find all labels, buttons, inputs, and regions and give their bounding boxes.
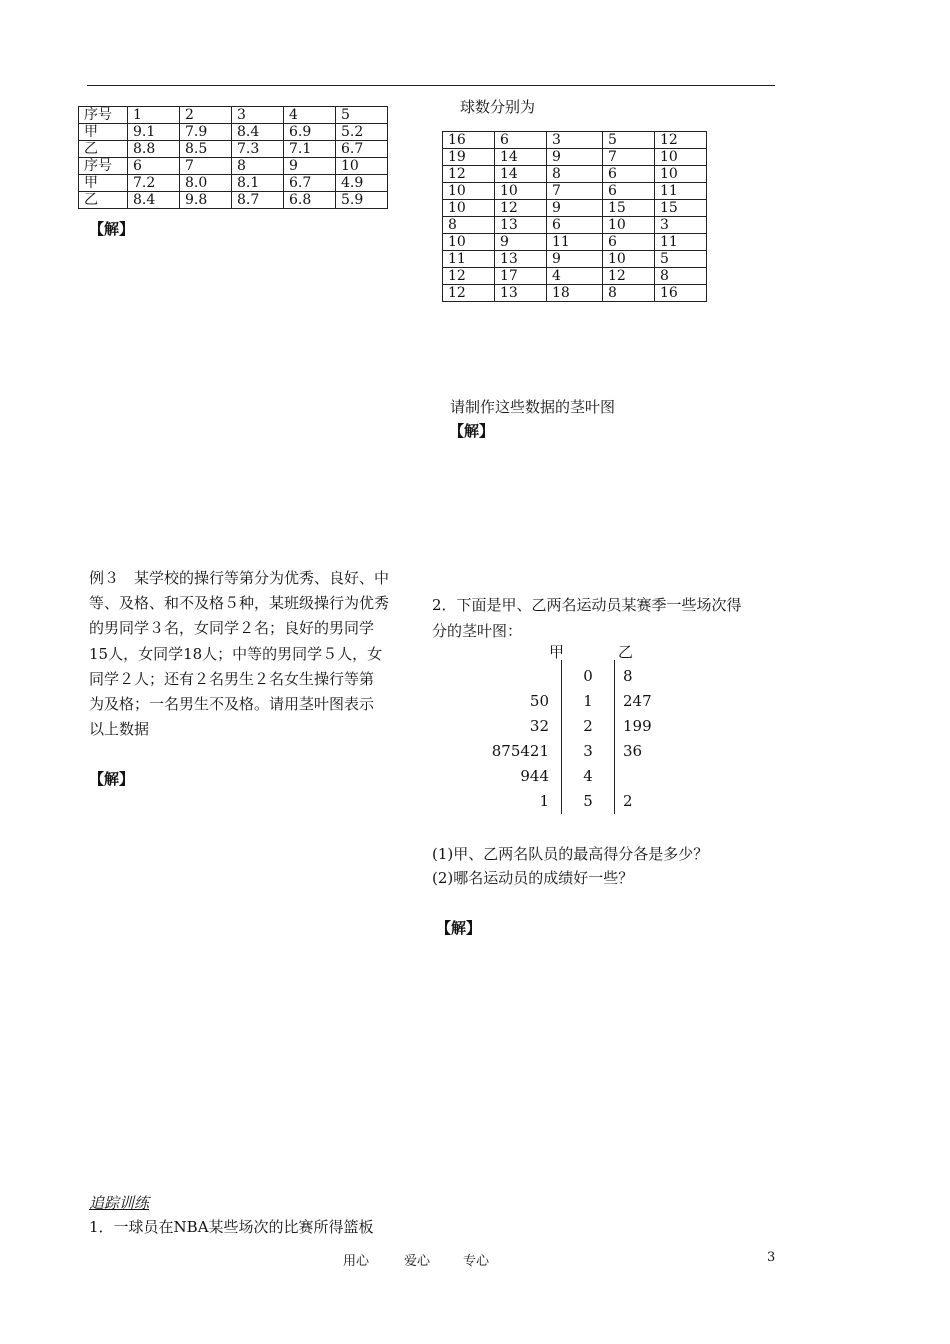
table-cell: 10 [443,234,495,251]
table-cell: 1 [128,107,180,124]
score-table [78,106,388,209]
leaf-left: 1 [539,792,549,810]
table-cell: 8 [443,217,495,234]
table-cell: 8.0 [180,175,232,192]
ball-count-heading: 球数分别为 [460,98,536,116]
table-cell: 10 [443,183,495,200]
table-cell: 9 [547,149,603,166]
table-cell: 9 [495,234,547,251]
leaf-left: 875421 [491,742,549,760]
table-row [443,149,707,166]
table-cell: 11 [443,251,495,268]
table-cell: 9 [547,200,603,217]
table-cell: 10 [655,166,707,183]
stem-leaf-prompt: 请制作这些数据的茎叶图 [450,398,616,416]
table-row [79,124,388,141]
leaf-left: 32 [529,717,549,735]
example-3-line: 例３ 某学校的操行等第分为优秀、良好、中 [89,569,390,587]
table-cell: 8 [603,285,655,302]
stem-value: 3 [583,742,593,760]
example-3-line: 同学２人；还有２名男生２名女生操行等第 [89,669,375,688]
stem-value: 2 [583,717,593,735]
table-cell: 7 [547,183,603,200]
example-3-line: 等、及格、和不及格５种，某班级操行为优秀 [89,594,390,613]
table-row [443,268,707,285]
table-cell: 4.9 [336,175,388,192]
table-row [443,200,707,217]
table-cell: 甲 [79,175,128,192]
leaf-left: 944 [520,767,549,785]
table-cell: 乙 [79,192,128,209]
problem-2-line: 2．下面是甲、乙两名运动员某赛季一些场次得 [432,596,742,614]
example-3-line: 15人，女同学18人；中等的男同学５人，女 [89,644,383,663]
table-cell: 11 [547,234,603,251]
table-cell: 6.7 [336,141,388,158]
problem-2-text [432,592,782,644]
table-cell: 10 [655,149,707,166]
table-cell: 6 [603,234,655,251]
table-row [443,132,707,149]
stem-value: 4 [583,767,593,785]
table-cell: 15 [603,200,655,217]
table-cell: 序号 [79,107,128,124]
table-cell: 8.4 [232,124,284,141]
stem-value: 0 [583,667,593,685]
stem-divider-left [561,660,562,814]
table-cell: 13 [495,285,547,302]
table-cell: 12 [603,268,655,285]
table-cell: 5.9 [336,192,388,209]
table-cell: 12 [443,166,495,183]
table-cell: 2 [180,107,232,124]
table-cell: 12 [655,132,707,149]
header-rule [87,85,775,86]
player-yi-header: 乙 [618,643,634,661]
table-row [79,192,388,209]
table-cell: 6 [495,132,547,149]
example-3-line: 为及格；一名男生不及格。请用茎叶图表示 [89,695,375,714]
tracking-item-1: 1．一球员在NBA某些场次的比赛所得篮板 [89,1218,374,1236]
table-cell: 6.8 [284,192,336,209]
leaf-left: 50 [529,692,549,710]
table-cell: 8.1 [232,175,284,192]
problem-2-questions [432,842,708,890]
answer-label-3: 【解】 [89,770,135,788]
table-cell: 7.2 [128,175,180,192]
stem-value: 1 [583,692,593,710]
footer-item: 用心 [343,1254,370,1269]
leaf-right: 36 [623,742,643,760]
table-cell: 9.1 [128,124,180,141]
table-cell: 乙 [79,141,128,158]
table-cell: 18 [547,285,603,302]
table-cell: 15 [655,200,707,217]
table-cell: 3 [232,107,284,124]
table-cell: 10 [443,200,495,217]
table-cell: 12 [495,200,547,217]
tracking-title: 追踪训练 [89,1194,150,1212]
table-cell: 10 [495,183,547,200]
leaf-right: 247 [623,692,652,710]
page-number: 3 [767,1250,776,1265]
table-row [79,158,388,175]
stem-leaf-plot [440,642,700,812]
table-cell: 6 [128,158,180,175]
table-row [443,183,707,200]
table-cell: 7 [180,158,232,175]
table-row [443,217,707,234]
table-cell: 11 [655,183,707,200]
table-cell: 11 [655,234,707,251]
table-cell: 8.4 [128,192,180,209]
table-cell: 16 [443,132,495,149]
table-cell: 6.7 [284,175,336,192]
table-cell: 8.5 [180,141,232,158]
table-cell: 8.8 [128,141,180,158]
table-cell: 12 [443,268,495,285]
table-row [443,166,707,183]
player-jia-header: 甲 [549,643,565,661]
table-cell: 9.8 [180,192,232,209]
answer-label-2: 【解】 [449,422,495,440]
table-cell: 8.7 [232,192,284,209]
table-cell: 14 [495,149,547,166]
example-3-line: 的男同学３名，女同学２名；良好的男同学 [89,619,375,638]
table-cell: 7 [603,149,655,166]
table-cell: 6 [547,217,603,234]
problem-2-line: 分的茎叶图： [432,622,523,640]
table-row [443,234,707,251]
question-1: (1)甲、乙两名队员的最高得分各是多少？ [432,845,709,863]
table-cell: 16 [655,285,707,302]
table-row [443,285,707,302]
answer-label-1: 【解】 [89,220,135,238]
table-cell: 3 [655,217,707,234]
footer-item: 专心 [463,1254,490,1269]
table-cell: 10 [603,251,655,268]
table-cell: 6.9 [284,124,336,141]
table-cell: 6 [603,166,655,183]
table-cell: 7.1 [284,141,336,158]
stem-value: 5 [583,792,593,810]
table-cell: 5 [603,132,655,149]
table-cell: 8 [232,158,284,175]
footer-item: 爱心 [404,1254,431,1269]
table-cell: 5.2 [336,124,388,141]
table-cell: 9 [284,158,336,175]
table-cell: 5 [336,107,388,124]
leaf-right: 2 [623,792,633,810]
table-cell: 7.9 [180,124,232,141]
table-row [79,141,388,158]
leaf-right: 8 [623,667,633,685]
table-cell: 4 [284,107,336,124]
table-cell: 10 [336,158,388,175]
table-cell: 5 [655,251,707,268]
table-cell: 10 [603,217,655,234]
table-cell: 序号 [79,158,128,175]
table-cell: 甲 [79,124,128,141]
table-cell: 14 [495,166,547,183]
leaf-right: 199 [623,717,652,735]
table-cell: 7.3 [232,141,284,158]
table-cell: 9 [547,251,603,268]
example-3-line: 以上数据 [89,720,150,739]
table-cell: 19 [443,149,495,166]
table-row [79,175,388,192]
stem-divider-right [614,660,615,814]
rebound-table [442,131,707,302]
table-cell: 3 [547,132,603,149]
table-cell: 6 [603,183,655,200]
table-cell: 8 [547,166,603,183]
table-row [443,251,707,268]
table-cell: 13 [495,251,547,268]
example-3-text [89,566,411,742]
table-cell: 17 [495,268,547,285]
table-cell: 13 [495,217,547,234]
table-cell: 4 [547,268,603,285]
question-2: (2)哪名运动员的成绩好一些？ [432,869,634,887]
table-cell: 12 [443,285,495,302]
table-cell: 8 [655,268,707,285]
answer-label-4: 【解】 [436,919,482,937]
table-row [79,107,388,124]
